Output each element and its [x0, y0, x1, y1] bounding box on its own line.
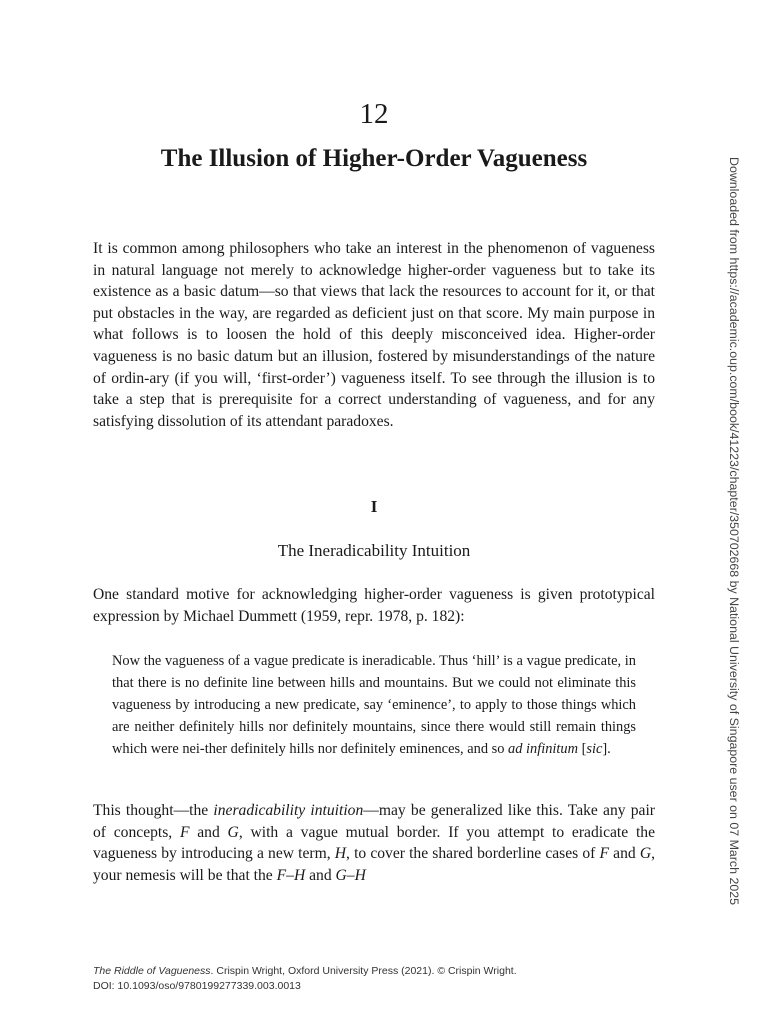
section-title: The Ineradicability Intuition [277, 541, 471, 560]
final-term: ineradicability intuition [213, 802, 364, 819]
final-and-1: and [189, 823, 228, 841]
quote-italic-phrase: ad infinitum [508, 741, 578, 757]
final-var-h: H [334, 845, 347, 863]
footer-citation: . Crispin Wright, Oxford University Press (2021). © Crispin Wright. [210, 965, 517, 977]
intro-paragraph: It is common among philosophers who take an interest in the phenomenon of vagueness in natural language not merely to acknowledge higher-order vagueness but to take its existence as a basic datum—so that views that lack the resources to account for it, or that put obstacles in the way, are regarded as deficient just on that score. My main purpose in what follows is to loosen the hold of this deeply misconceived idea. Higher-order vagueness is no basic datum but an illusion, fostered by misunderstandings of the nature of ordin-ary (if you will, ‘first-order’) vagueness itself. To see through the illusion is to take a step that is prerequisite for a correct understanding of vagueness, and for any satisfying dissolution of its attendant paradoxes. [93, 240, 655, 430]
footer-doi: DOI: 10.1093/oso/9780199277339.003.0013 [93, 980, 301, 992]
section-paragraph: One standard motive for acknowledging higher-order vagueness is given prototypical expression by Michael Dummett (1959, repr. 1978, p. 182): [93, 586, 655, 625]
final-text-5: , your nemesis will be that the [93, 845, 655, 884]
final-text-1: This thought—the [93, 802, 214, 819]
chapter-number: 12 [359, 98, 389, 130]
quote-bracket-close: ]. [602, 741, 611, 757]
footer-citation-line [93, 964, 693, 979]
quote-text: Now the vagueness of a vague predicate is ineradicable. Thus ‘hill’ is a vague predicate, in that there is no definite line between hills and mountains. But we could not eliminate this vagueness by introducing a new predicate, say ‘eminence’, to apply to those things which are neither definitely hills nor definitely mountains, since there would still remain things which were nei-ther definitely hills nor definitely eminences, and so [112, 653, 636, 757]
final-text-2: —may be generalized like this. Take any pair of concepts, [93, 802, 655, 841]
final-var-fh: F–H [276, 866, 306, 884]
block-quote [112, 650, 636, 760]
final-and-2: and [609, 845, 640, 863]
quote-bracket-open: [ [578, 741, 587, 757]
section-number: I [370, 497, 378, 516]
final-var-f: F [179, 823, 190, 841]
final-text-3: , with a vague mutual border. If you attempt to eradicate the vagueness by introducing a new term, [93, 823, 655, 863]
footer [93, 964, 693, 994]
quote-sic: sic [586, 741, 603, 757]
final-paragraph [93, 800, 655, 886]
final-var-gh: G–H [335, 866, 366, 884]
final-text-4: , to cover the shared borderline cases of [346, 845, 600, 863]
download-side-note: Downloaded from https://academic.oup.com/book/41223/chapter/350702668 by National University of Singapore user on 07 March 2025 [727, 157, 741, 906]
footer-book-title: The Riddle of Vagueness [93, 965, 211, 977]
final-and-3: and [305, 866, 336, 884]
final-var-g-2: G [639, 845, 652, 863]
final-var-f-2: F [599, 845, 610, 863]
final-var-g: G [227, 823, 239, 841]
side-note-container [722, 157, 746, 905]
chapter-title: The Illusion of Higher-Order Vagueness [160, 145, 588, 172]
